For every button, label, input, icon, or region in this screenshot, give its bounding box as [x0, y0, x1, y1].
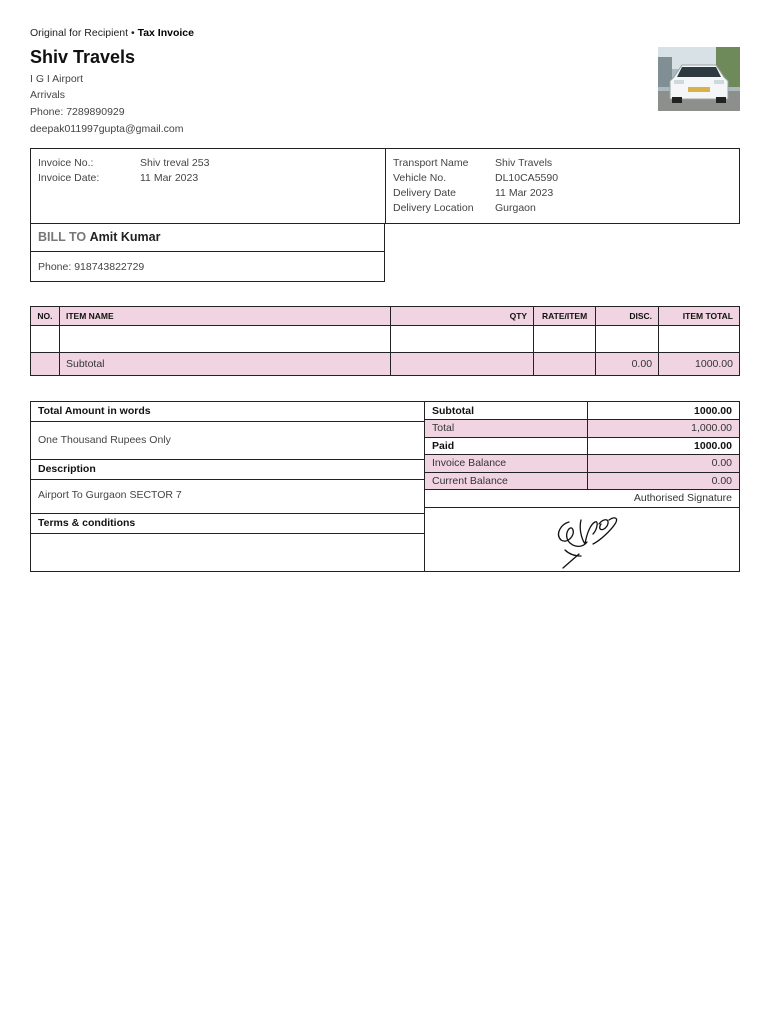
separator: •: [130, 27, 135, 39]
summary-column: [424, 401, 740, 572]
bill-to-phone-box: [30, 251, 385, 282]
col-qty: QTY: [391, 307, 534, 326]
summary-total-label: Total: [425, 420, 587, 438]
col-item-name: ITEM NAME: [59, 307, 390, 326]
subtotal-row: [31, 353, 740, 376]
summary-invoice-balance-row: [425, 455, 739, 473]
divider: [385, 149, 386, 224]
empty-cell: [59, 326, 390, 353]
summary-subtotal-row: [425, 402, 739, 420]
col-no: NO.: [31, 307, 60, 326]
bill-to-phone: Phone: 918743822729: [38, 261, 145, 273]
invoice-copy-line: [30, 27, 194, 39]
delivery-location-value: Gurgaon: [495, 202, 536, 214]
vehicle-number-label: Vehicle No.: [393, 172, 447, 184]
invoice-number-label: Invoice No.:: [38, 157, 94, 169]
summary-current-balance-label: Current Balance: [425, 472, 587, 490]
summary-invoice-balance-value: 0.00: [587, 455, 739, 473]
company-phone: Phone: 7289890929: [30, 106, 125, 118]
items-table: [30, 306, 740, 376]
empty-cell: [391, 353, 534, 376]
company-address-line1: I G I Airport: [30, 73, 84, 85]
description-value: Airport To Gurgaon SECTOR 7: [31, 480, 424, 514]
empty-cell: [31, 326, 60, 353]
empty-cell: [391, 326, 534, 353]
company-address-line2: Arrivals: [30, 89, 66, 101]
company-name: Shiv Travels: [30, 47, 136, 67]
delivery-location-label: Delivery Location: [393, 202, 474, 214]
summary-current-balance-value: 0.00: [587, 472, 739, 490]
col-item-total: ITEM TOTAL: [659, 307, 740, 326]
subtotal-disc: 0.00: [596, 353, 659, 376]
empty-cell: [31, 353, 60, 376]
transport-name-label: Transport Name: [393, 157, 469, 169]
transport-name-value: Shiv Travels: [495, 157, 553, 169]
signature-image: [545, 510, 625, 572]
summary-table: [425, 402, 739, 508]
summary-paid-label: Paid: [425, 437, 587, 455]
invoice-date-value: 11 Mar 2023: [140, 172, 199, 184]
empty-cell: [596, 326, 659, 353]
bill-to-name: Amit Kumar: [89, 230, 161, 244]
col-disc: DISC.: [596, 307, 659, 326]
col-rate: RATE/ITEM: [534, 307, 596, 326]
signature-label-row: [425, 490, 739, 508]
bill-to-line: [38, 230, 160, 244]
amount-words-label: Total Amount in words: [31, 402, 424, 422]
empty-cell: [659, 326, 740, 353]
bill-to-box: [30, 223, 385, 252]
summary-current-balance-row: [425, 472, 739, 490]
company-email: deepak011997gupta@gmail.com: [30, 123, 184, 135]
invoice-date-label: Invoice Date:: [38, 172, 100, 184]
summary-subtotal-label: Subtotal: [425, 402, 587, 420]
notes-column: [30, 401, 425, 572]
summary-invoice-balance-label: Invoice Balance: [425, 455, 587, 473]
summary-total-value: 1,000.00: [587, 420, 739, 438]
invoice-details-box: [30, 148, 740, 224]
items-header-row: [31, 307, 740, 326]
summary-subtotal-value: 1000.00: [587, 402, 739, 420]
doc-type: Tax Invoice: [137, 27, 194, 39]
signature-label: Authorised Signature: [425, 490, 739, 508]
summary-paid-row: [425, 437, 739, 455]
delivery-date-value: 11 Mar 2023: [495, 187, 554, 199]
table-row: [31, 326, 740, 353]
invoice-number-value: Shiv treval 253: [140, 157, 210, 169]
car-photo-icon: [658, 47, 740, 111]
summary-paid-value: 1000.00: [587, 437, 739, 455]
delivery-date-label: Delivery Date: [393, 187, 457, 199]
vehicle-number-value: DL10CA5590: [495, 172, 559, 184]
subtotal-label: Subtotal: [59, 353, 390, 376]
amount-words-value: One Thousand Rupees Only: [31, 422, 424, 460]
subtotal-total: 1000.00: [659, 353, 740, 376]
summary-total-row: [425, 420, 739, 438]
copy-label: Original for Recipient: [30, 27, 129, 39]
empty-cell: [534, 326, 596, 353]
description-label: Description: [31, 460, 424, 480]
terms-label: Terms & conditions: [31, 514, 424, 534]
bill-to-label: BILL TO: [38, 230, 87, 244]
empty-cell: [534, 353, 596, 376]
